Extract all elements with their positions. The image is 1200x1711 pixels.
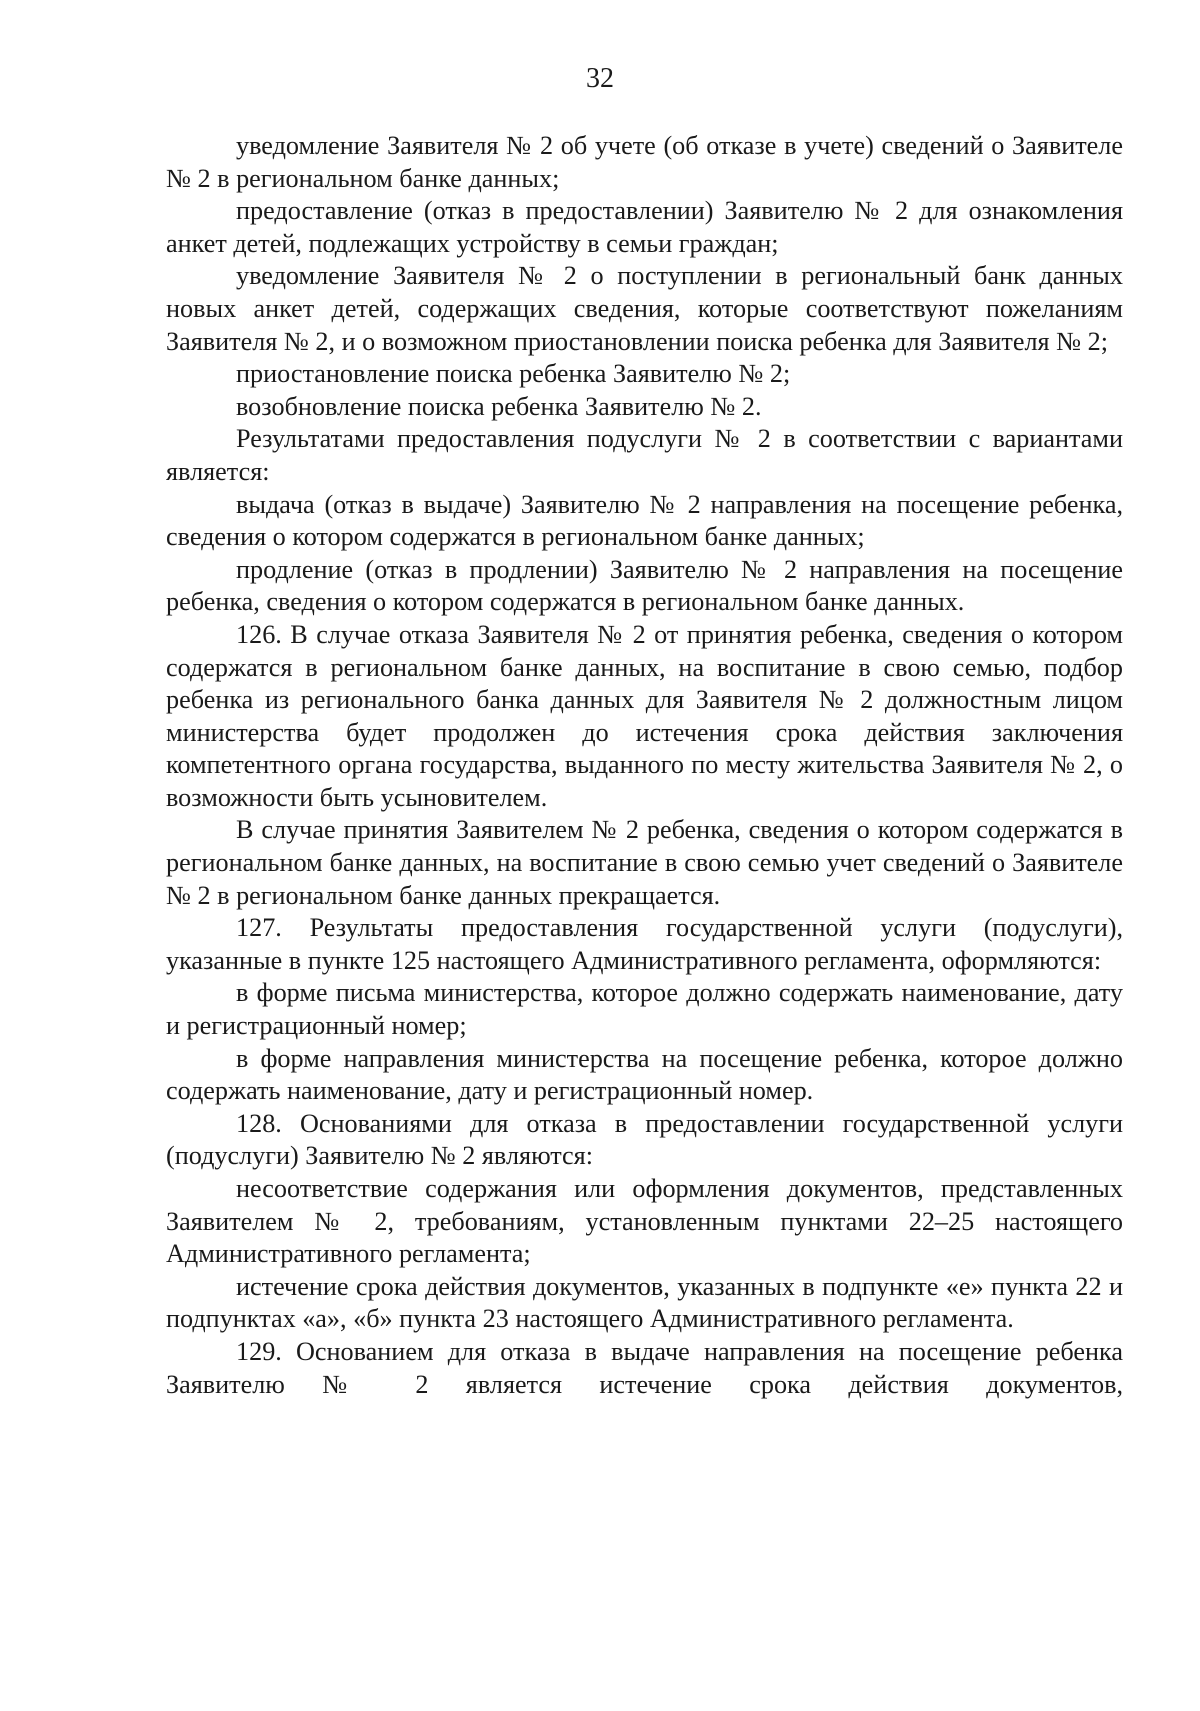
paragraph: уведомление Заявителя № 2 об учете (об отказе в учете) сведений о Заявителе № 2 в региональном банке данных; <box>166 131 1123 193</box>
paragraph: возобновление поиска ребенка Заявителю № 2. <box>236 391 762 421</box>
paragraph: 126. В случае отказа Заявителя № 2 от принятия ребенка, сведения о котором содержатся в региональном банке данных, на воспитание в свою семью, подбор ребенка из регионального банка данных для Заявителя № 2 должностным лицом министерства будет продолжен до истечения срока действия заключения компетентного органа государства, выданного по месту жительства Заявителя № 2, о возможности быть усыновителем. <box>166 619 1123 812</box>
paragraph: в форме письма министерства, которое должно содержать наименование, дату и регистрационный номер; <box>166 978 1123 1041</box>
paragraph: истечение срока действия документов, указанных в подпункте «е» пункта 22 и подпунктах «а», «б» пункта 23 настоящего Административного регламента. <box>166 1271 1123 1334</box>
paragraph: 129. Основанием для отказа в выдаче направления на посещение ребенка Заявителю № 2 является истечение срока действия документов, <box>166 1336 1123 1399</box>
paragraph: В случае принятия Заявителем № 2 ребенка, сведения о котором содержатся в региональном банке данных, на воспитание в свою семью учет сведений о Заявителе № 2 в региональном банке данных прекращается. <box>166 815 1123 910</box>
paragraph: несоответствие содержания или оформления документов, представленных Заявителем № 2, требованиям, установленным пунктами 22–25 настоящего Административного регламента; <box>166 1174 1123 1269</box>
paragraph: приостановление поиска ребенка Заявителю № 2; <box>236 359 791 389</box>
paragraph: продление (отказ в продлении) Заявителю № 2 направления на посещение ребенка, сведения о котором содержатся в региональном банке данных. <box>166 554 1123 617</box>
page-number: 32 <box>586 63 614 94</box>
paragraph: 128. Основаниями для отказа в предоставлении государственной услуги (подуслуги) Заявителю № 2 являются: <box>166 1108 1123 1171</box>
paragraph: уведомление Заявителя № 2 о поступлении в региональный банк данных новых анкет детей, содержащих сведения, которые соответствуют пожеланиям Заявителя № 2, и о возможном приостановлении поиска ребенка для Заявителя № 2; <box>166 261 1123 356</box>
document-body <box>166 130 1123 1401</box>
paragraph: предоставление (отказ в предоставлении) Заявителю № 2 для ознакомления анкет детей, подлежащих устройству в семьи граждан; <box>166 196 1123 258</box>
paragraph: Результатами предоставления подуслуги № 2 в соответствии с вариантами является: <box>166 424 1123 486</box>
paragraph: 127. Результаты предоставления государственной услуги (подуслуги), указанные в пункте 125 настоящего Административного регламента, оформляются: <box>166 913 1123 975</box>
paragraph: в форме направления министерства на посещение ребенка, которое должно содержать наименование, дату и регистрационный номер. <box>166 1043 1123 1106</box>
paragraph: выдача (отказ в выдаче) Заявителю № 2 направления на посещение ребенка, сведения о котором содержатся в региональном банке данных; <box>166 489 1123 552</box>
